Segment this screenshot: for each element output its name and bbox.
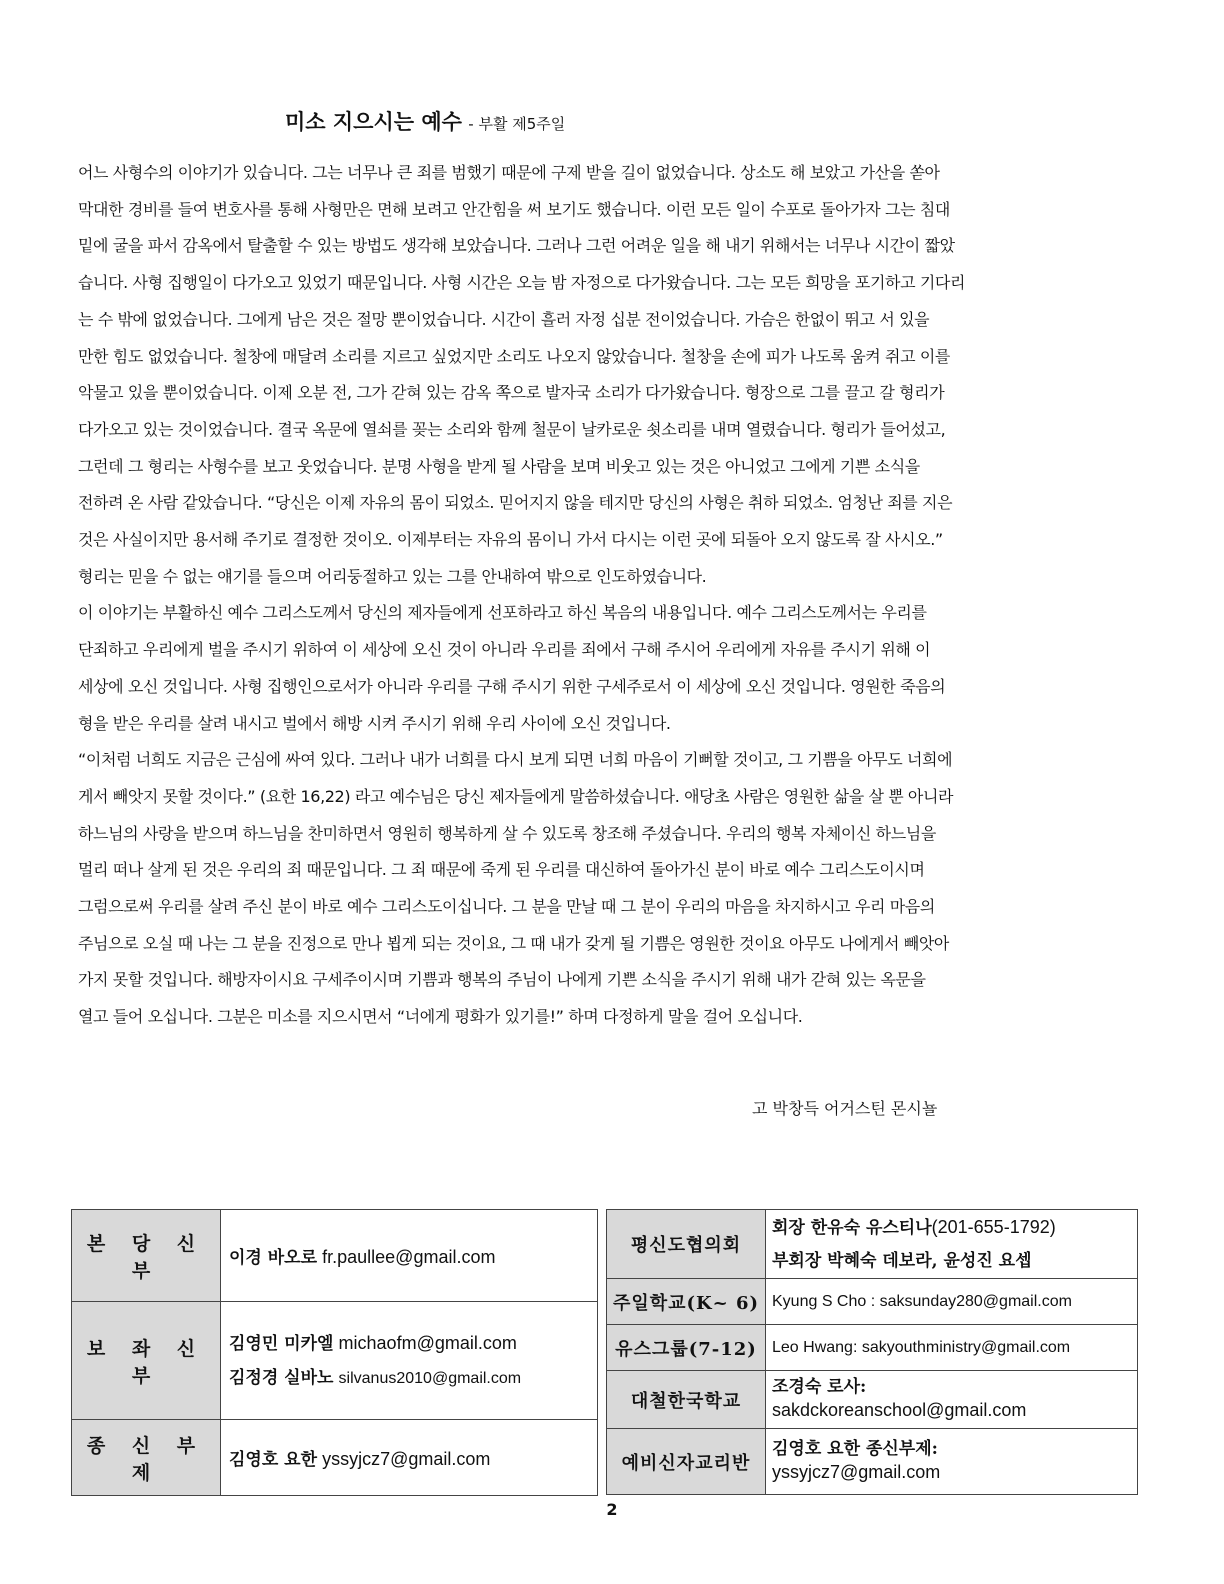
council-row xyxy=(607,1210,1138,1279)
korean-school-row xyxy=(607,1371,1138,1429)
body-line: 는 수 밖에 없었습니다. 그에게 남은 것은 절망 뿐이었습니다. 시간이 흘러 자정 십분 전이었습니다. 가슴은 한없이 뛰고 서 있을 xyxy=(78,309,930,329)
body-line: 이 이야기는 부활하신 예수 그리스도께서 당신의 제자들에게 선포하라고 하신 복음의 내용입니다. 예수 그리스도께서는 우리를 xyxy=(78,603,927,623)
council-president: 회장 한유숙 유스티나 xyxy=(772,1217,932,1238)
body-line: 그런데 그 형리는 사형수를 보고 웃었습니다. 분명 사형을 받게 될 사람을 보며 비웃고 있는 것은 아니었고 그에게 기쁜 소식을 xyxy=(78,456,920,476)
associate-2-name: 김정경 실바노 xyxy=(229,1367,334,1388)
page-number: 2 xyxy=(606,1500,618,1519)
body-line: 것은 사실이지만 용서해 주기로 결정한 것이오. 이제부터는 자유의 몸이니 가서 다시는 이런 곳에 되돌아 오지 않도록 잘 사시오.” xyxy=(78,530,943,550)
associate-1-email[interactable]: michaofm@gmail.com xyxy=(338,1332,517,1353)
korean-school-label: 대철한국학교 xyxy=(607,1371,766,1429)
body-line: 막대한 경비를 들여 변호사를 통해 사형만은 면해 보려고 안간힘을 써 보기도 했습니다. 이런 모든 일이 수포로 돌아가자 그는 침대 xyxy=(78,199,950,219)
article-title xyxy=(285,106,565,136)
deacon-name: 김영호 요한 xyxy=(229,1450,318,1470)
body-line: 전하려 온 사람 같았습니다. “당신은 이제 자유의 몸이 되었소. 믿어지지 않을 테지만 당신의 사형은 취하 되었소. 엄청난 죄를 지은 xyxy=(78,493,953,513)
body-line: 다가오고 있는 것이었습니다. 결국 옥문에 열쇠를 꽂는 소리와 함께 철문이 날카로운 쇳소리를 내며 열렸습니다. 형리가 들어섰고, xyxy=(78,419,946,439)
council-vice-presidents: 부회장 박혜숙 데보라, 윤성진 요셉 xyxy=(772,1250,1032,1271)
associate-1-name: 김영민 미카엘 xyxy=(229,1333,334,1354)
deacon-label: 종 신 부 제 xyxy=(72,1420,221,1496)
body-line: 형을 받은 우리를 살려 내시고 벌에서 해방 시켜 주시기 위해 우리 사이에 오신 것입니다. xyxy=(78,713,671,733)
title-sub: - 부활 제5주일 xyxy=(468,115,566,133)
korean-school-name: 조경숙 로사: xyxy=(772,1377,867,1397)
council-phone: (201-655-1792) xyxy=(931,1216,1056,1237)
groups-table xyxy=(606,1209,1138,1495)
body-line: 단죄하고 우리에게 벌을 주시기 위하여 이 세상에 오신 것이 아니라 우리를 죄에서 구해 주시어 우리에게 자유를 주시기 위해 이 xyxy=(78,640,931,660)
clergy-table xyxy=(71,1209,598,1496)
youth-label: 유스그룹(7-12) xyxy=(607,1325,766,1371)
pastor-row xyxy=(72,1210,598,1302)
korean-school-email[interactable]: sakdckoreanschool@gmail.com xyxy=(772,1400,1027,1420)
council-label: 평신도협의회 xyxy=(607,1210,766,1279)
body-line: 게서 빼앗지 못할 것이다.” (요한 16,22) 라고 예수님은 당신 제자들에게 말씀하셨습니다. 애당초 사람은 영원한 삶을 살 뿐 아니라 xyxy=(78,786,954,806)
title-main: 미소 지으시는 예수 xyxy=(285,110,462,134)
body-line: 습니다. 사형 집행일이 다가오고 있었기 때문입니다. 사형 시간은 오늘 밤 자정으로 다가왔습니다. 그는 모든 희망을 포기하고 기다리 xyxy=(78,273,966,293)
body-line: 주님으로 오실 때 나는 그 분을 진정으로 만나 뵙게 되는 것이요, 그 때 내가 갖게 될 기쁨은 영원한 것이요 아무도 나에게서 빼앗아 xyxy=(78,933,949,953)
deacon-info xyxy=(221,1420,598,1496)
catechumen-label: 예비신자교리반 xyxy=(607,1429,766,1495)
body-line: 멀리 떠나 살게 된 것은 우리의 죄 때문입니다. 그 죄 때문에 죽게 된 우리를 대신하여 돌아가신 분이 바로 예수 그리스도이시며 xyxy=(78,860,925,880)
body-line: 하느님의 사랑을 받으며 하느님을 찬미하면서 영원히 행복하게 살 수 있도록 창조해 주셨습니다. 우리의 행복 자체이신 하느님을 xyxy=(78,823,936,843)
associate-2-email[interactable]: silvanus2010@gmail.com xyxy=(338,1369,522,1387)
catechumen-info xyxy=(766,1429,1138,1495)
author-signature: 고 박창득 어거스틴 몬시뇰 xyxy=(752,1099,938,1118)
pastor-info xyxy=(221,1210,598,1302)
body-line: 만한 힘도 없었습니다. 철창에 매달려 소리를 지르고 싶었지만 소리도 나오지 않았습니다. 철창을 손에 피가 나도록 움켜 쥐고 이를 xyxy=(78,346,950,366)
associate-row xyxy=(72,1302,598,1420)
deacon-email[interactable]: yssyjcz7@gmail.com xyxy=(322,1449,491,1469)
korean-school-info xyxy=(766,1371,1138,1429)
pastor-email[interactable]: fr.paullee@gmail.com xyxy=(322,1247,496,1267)
pastor-name: 이경 바오로 xyxy=(229,1248,318,1268)
body-line: 열고 들어 오십니다. 그분은 미소를 지으시면서 “너에게 평화가 있기를!” 하며 다정하게 말을 걸어 오십니다. xyxy=(78,1007,803,1027)
catechumen-name: 김영호 요한 종신부제: xyxy=(772,1439,938,1459)
catechumen-email[interactable]: yssyjcz7@gmail.com xyxy=(772,1462,941,1482)
deacon-row xyxy=(72,1420,598,1496)
body-line: 그럼으로써 우리를 살려 주신 분이 바로 예수 그리스도이십니다. 그 분을 만날 때 그 분이 우리의 마음을 차지하시고 우리 마음의 xyxy=(78,897,935,917)
associate-info xyxy=(221,1302,598,1420)
sunday-school-label: 주일학교(K~ 6) xyxy=(607,1279,766,1325)
sunday-school-contact[interactable]: Kyung S Cho : saksunday280@gmail.com xyxy=(766,1279,1138,1325)
body-line: 가지 못할 것입니다. 해방자이시요 구세주이시며 기쁨과 행복의 주님이 나에게 기쁜 소식을 주시기 위해 내가 갇혀 있는 옥문을 xyxy=(78,970,926,990)
body-line: 어느 사형수의 이야기가 있습니다. 그는 너무나 큰 죄를 범했기 때문에 구제 받을 길이 없었습니다. 상소도 해 보았고 가산을 쏟아 xyxy=(78,163,940,182)
article-body xyxy=(78,155,1128,1036)
body-line: 세상에 오신 것입니다. 사형 집행인으로서가 아니라 우리를 구해 주시기 위한 구세주로서 이 세상에 오신 것입니다. 영원한 죽음의 xyxy=(78,676,946,696)
body-line: “이처럼 너희도 지금은 근심에 싸여 있다. 그러나 내가 너희를 다시 보게 되면 너희 마음이 기뻐할 것이고, 그 기쁨을 아무도 너희에 xyxy=(78,750,953,770)
associate-label: 보 좌 신 부 xyxy=(72,1302,221,1420)
council-info xyxy=(766,1210,1138,1279)
body-line: 악물고 있을 뿐이었습니다. 이제 오분 전, 그가 갇혀 있는 감옥 쪽으로 발자국 소리가 다가왔습니다. 형장으로 그를 끌고 갈 형리가 xyxy=(78,383,945,403)
body-line: 밑에 굴을 파서 감옥에서 탈출할 수 있는 방법도 생각해 보았습니다. 그러나 그런 어려운 일을 해 내기 위해서는 너무나 시간이 짧았 xyxy=(78,236,955,256)
body-line: 형리는 믿을 수 없는 얘기를 들으며 어리둥절하고 있는 그를 안내하여 밖으로 인도하였습니다. xyxy=(78,566,707,586)
youth-row xyxy=(607,1325,1138,1371)
youth-contact[interactable]: Leo Hwang: sakyouthministry@gmail.com xyxy=(766,1325,1138,1371)
catechumen-row xyxy=(607,1429,1138,1495)
sunday-school-row xyxy=(607,1279,1138,1325)
pastor-label: 본 당 신 부 xyxy=(72,1210,221,1302)
